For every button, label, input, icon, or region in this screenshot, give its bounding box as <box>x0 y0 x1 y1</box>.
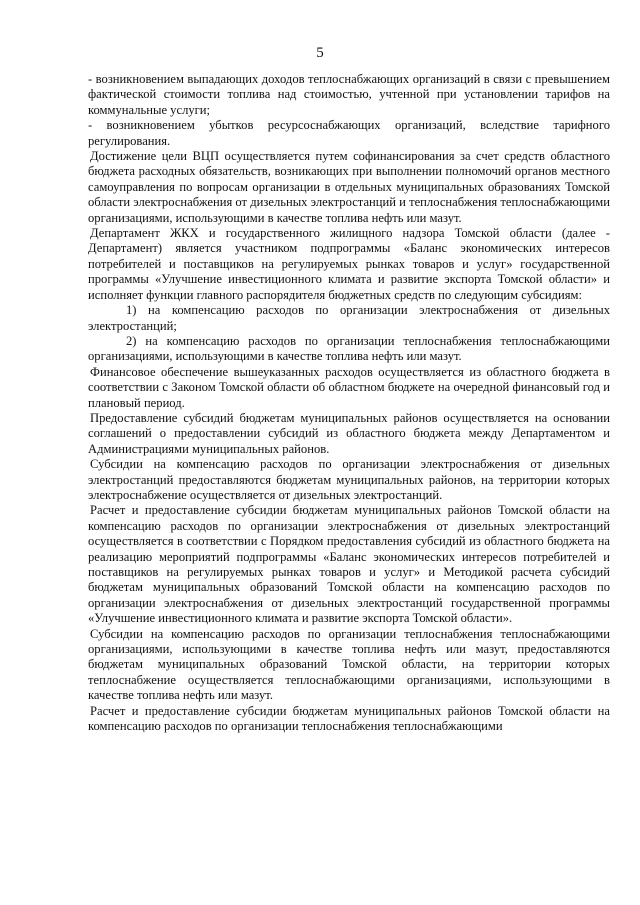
paragraph-heat-calculation: Расчет и предоставление субсидии бюджетам муниципальных районов Томской области на компенсацию расходов по организации теплоснабжения теплоснабжающими <box>88 703 610 734</box>
paragraph-bullet-2: - возникновением убытков ресурсоснабжающих организаций, вследствие тарифного регулирования. <box>88 118 610 148</box>
paragraph-agreements: Предоставление субсидий бюджетам муниципальных районов осуществляется на основании соглашений о предоставлении субсидий из областного бюджета между Департаментом и Администрациями муниципальных районов. <box>88 410 610 456</box>
page-number: 5 <box>316 45 324 61</box>
paragraph-goal: Достижение цели ВЦП осуществляется путем софинансирования за счет средств областного бюджета расходных обязательств, возникающих при выполнении полномочий органов местного самоуправления по вопросам организации в отдельных муниципальных образованиях Томской области электроснабжения от дизельных электростанций и теплоснабжения теплоснабжающими организациями, использующими в качестве топлива нефть или мазут. <box>88 149 610 225</box>
paragraph-heat-subsidies: Субсидии на компенсацию расходов по организации теплоснабжения теплоснабжающими организациями, использующими в качестве топлива нефть или мазут, предоставляются бюджетам муниципальных образований Томской области, на территории которых теплоснабжение осуществляется теплоснабжающими организациями, использующими в качестве топлива нефть или мазут. <box>88 626 610 703</box>
paragraph-bullet-1: - возникновением выпадающих доходов теплоснабжающих организаций в связи с превышением фактической стоимости топлива над стоимостью, учтенной при установлении тарифов на коммунальные услуги; <box>88 72 610 117</box>
paragraph-financing: Финансовое обеспечение вышеуказанных расходов осуществляется из областного бюджета в соответствии с Законом Томской области об областном бюджете на очередной финансовый год и плановый период. <box>88 364 610 410</box>
paragraph-department: Департамент ЖКХ и государственного жилищного надзора Томской области (далее - Департамент) является участником подпрограммы «Баланс экономических интересов потребителей и поставщиков на регулируемых рынках товаров и услуг» государственной программы «Улучшение инвестиционного климата и развитие экспорта Томской области» и исполняет функции главного распорядителя бюджетных средств по следующим субсидиям: <box>88 226 610 302</box>
paragraph-electricity-subsidies: Субсидии на компенсацию расходов по организации электроснабжения от дизельных электростанций предоставляются бюджетам муниципальных районов, на территории которых электроснабжение осуществляется от дизельных электростанций. <box>88 457 610 502</box>
list-item-subsidy-1: 1) на компенсацию расходов по организации электроснабжения от дизельных электростанций; <box>88 303 610 333</box>
paragraph-electricity-calculation: Расчет и предоставление субсидии бюджетам муниципальных районов Томской области на компенсацию расходов по организации электроснабжения от дизельных электростанций осуществляется в соответствии с Порядком предоставления субсидий из областного бюджета на реализацию мероприятий подпрограммы «Баланс экономических интересов потребителей и поставщиков на регулируемых рынках товаров и услуг» и Методикой расчета субсидий бюджетам муниципальных образований Томской области на компенсацию расходов по организации электроснабжения от дизельных электростанций государственной программы «Улучшение инвестиционного климата и развитие экспорта Томской области». <box>88 503 610 626</box>
list-item-subsidy-2: 2) на компенсацию расходов по организации теплоснабжения теплоснабжающими организациями, использующими в качестве топлива нефть или мазут. <box>88 333 610 364</box>
document-body <box>88 72 610 734</box>
